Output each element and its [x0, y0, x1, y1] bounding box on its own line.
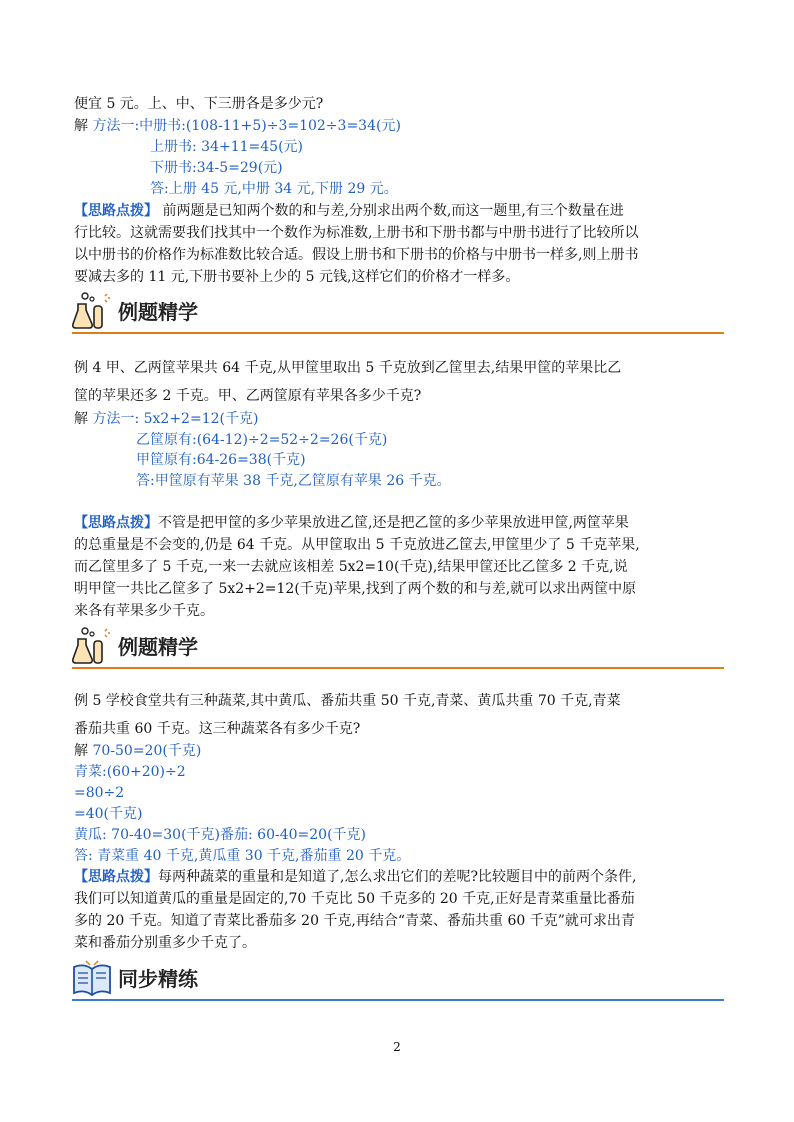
lab-flask-icon — [72, 625, 112, 667]
ex5-solution-line-1 — [74, 741, 201, 762]
ex4-question-line-2: 筐的苹果还多 2 千克。甲、乙两筐原有苹果各多少千克? — [74, 388, 422, 404]
intro-solution-line-1 — [74, 116, 401, 137]
intro-tip-line-2: 行比较。这就需要我们找其中一个数作为标准数,上册书和下册书都与中册书进行了比较所以 — [74, 225, 639, 241]
intro-tip-line-3: 以中册书的价格作为标准数比较合适。假设上册书和下册书的价格与中册书一样多,则上册书 — [74, 247, 639, 263]
section-divider — [72, 999, 724, 1001]
tip-label: 【思路点拨】 — [74, 203, 158, 219]
intro-tip-line-1 — [74, 201, 624, 222]
tip-text: 不管是把甲筐的多少苹果放进乙筐,还是把乙筐的多少苹果放进甲筐,两筐苹果 — [158, 515, 629, 531]
ex5-question-line-2: 番茄共重 60 千克。这三种蔬菜各有多少千克? — [74, 721, 361, 737]
section-title: 例题精学 — [118, 635, 198, 659]
ex5-tip-line-4: 菜和番茄分别重多少千克了。 — [74, 935, 256, 951]
intro-solution-line-2: 上册书: 34+11=45(元) — [150, 139, 303, 155]
intro-tip-line-4: 要减去多的 11 元,下册书要补上少的 5 元钱,这样它们的价格才一样多。 — [74, 269, 520, 285]
solution-text: 70-50=20(千克) — [92, 743, 202, 759]
section-header-examples-1 — [72, 290, 724, 334]
ex5-tip-line-1 — [74, 867, 636, 888]
tip-label: 【思路点拨】 — [74, 515, 158, 531]
lab-flask-icon — [72, 290, 112, 332]
section-title: 例题精学 — [118, 300, 198, 324]
ex4-question-line-1: 例 4 甲、乙两筐苹果共 64 千克,从甲筐里取出 5 千克放到乙筐里去,结果甲筐的苹果比乙 — [74, 360, 622, 376]
ex4-solution-line-2: 乙筐原有:(64-12)÷2=52÷2=26(千克) — [136, 432, 388, 448]
solution-text: 方法一: 5x2+2=12(千克) — [92, 411, 259, 427]
solution-prefix: 解 — [74, 743, 93, 759]
intro-question-line: 便宜 5 元。上、中、下三册各是多少元? — [74, 96, 324, 112]
ex5-tip-line-2: 我们可以知道黄瓜的重量是固定的,70 千克比 50 千克多的 20 千克,正好是青菜重量比番茄 — [74, 891, 635, 907]
ex5-solution-line-5: 黄瓜: 70-40=30(千克)番茄: 60-40=20(千克) — [74, 827, 366, 843]
ex5-question-line-1: 例 5 学校食堂共有三种蔬菜,其中黄瓜、番茄共重 50 千克,青菜、黄瓜共重 70 千克,青菜 — [74, 693, 621, 709]
tip-label: 【思路点拨】 — [74, 869, 158, 885]
ex4-solution-line-3: 甲筐原有:64-26=38(千克) — [136, 452, 306, 468]
ex4-tip-line-5: 来各有苹果多少千克。 — [74, 603, 214, 619]
ex5-answer-line: 答: 青菜重 40 千克,黄瓜重 30 千克,番茄重 20 千克。 — [74, 848, 411, 864]
intro-solution-line-3: 下册书:34-5=29(元) — [150, 160, 283, 176]
solution-prefix: 解 — [74, 118, 93, 134]
tip-text: 前两题是已知两个数的和与差,分别求出两个数,而这一题里,有三个数量在进 — [158, 203, 624, 219]
section-header-practice — [72, 957, 724, 1001]
ex4-solution-line-1 — [74, 409, 258, 430]
section-divider — [72, 667, 724, 669]
ex5-tip-line-3: 多的 20 千克。知道了青菜比番茄多 20 千克,再结合“青菜、番茄共重 60 千克”就可求出青 — [74, 913, 635, 929]
ex4-tip-line-2: 的总重量是不会变的,仍是 64 千克。从甲筐取出 5 千克放进乙筐去,甲筐里少了 5 千克苹果, — [74, 537, 640, 553]
tip-text: 每两种蔬菜的重量和是知道了,怎么求出它们的差呢?比较题目中的前两个条件, — [158, 869, 637, 885]
intro-answer-line: 答:上册 45 元,中册 34 元,下册 29 元。 — [150, 181, 398, 197]
ex4-answer-line: 答:甲筐原有苹果 38 千克,乙筐原有苹果 26 千克。 — [136, 473, 451, 489]
ex4-tip-line-1 — [74, 513, 629, 534]
section-divider — [72, 332, 724, 334]
page-number: 2 — [393, 1040, 401, 1054]
solution-text: 方法一:中册书:(108-11+5)÷3=102÷3=34(元) — [92, 118, 401, 134]
ex5-solution-line-3: =80÷2 — [74, 785, 125, 801]
section-header-examples-2 — [72, 625, 724, 669]
section-title: 同步精练 — [118, 967, 198, 991]
ex4-tip-line-3: 而乙筐里多了 5 千克,一来一去就应该相差 5x2=10(千克),结果甲筐还比乙筐多 2 千克,说 — [74, 559, 628, 575]
ex4-tip-line-4: 明甲筐一共比乙筐多了 5x2+2=12(千克)苹果,找到了两个数的和与差,就可以求出两筐中原 — [74, 581, 637, 597]
ex5-solution-line-4: =40(千克) — [74, 806, 143, 822]
solution-prefix: 解 — [74, 411, 93, 427]
open-book-icon — [72, 957, 112, 999]
ex5-solution-line-2: 青菜:(60+20)÷2 — [74, 764, 186, 780]
